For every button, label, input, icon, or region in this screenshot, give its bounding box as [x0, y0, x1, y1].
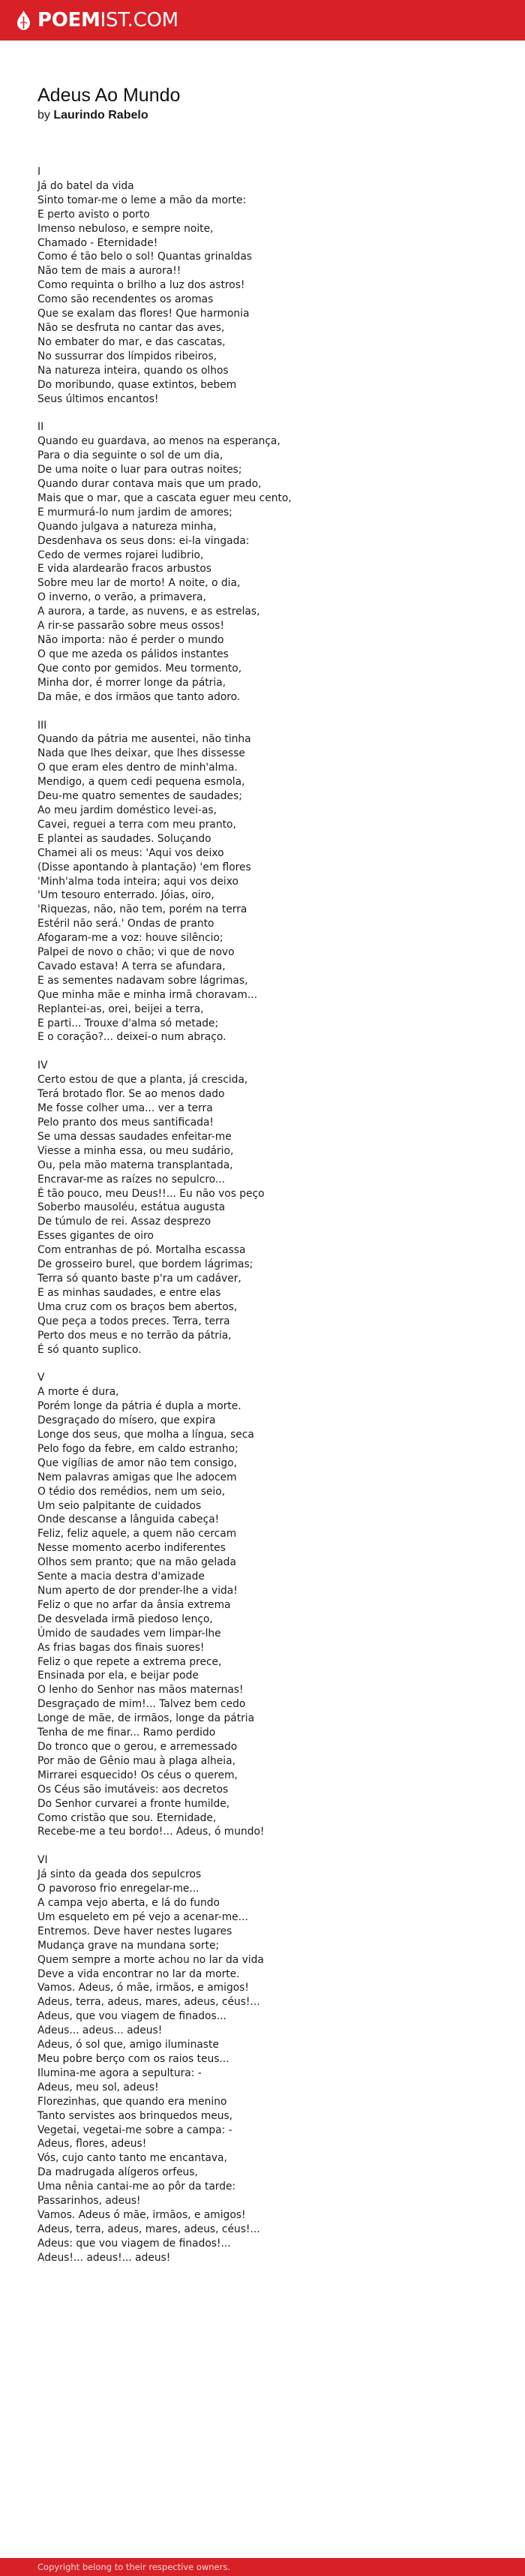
byline: [38, 107, 488, 124]
poem-line: Um esqueleto em pé vejo a acenar-me...: [38, 1910, 248, 1923]
poem-line: Ao meu jardim doméstico levei-as,: [38, 804, 217, 816]
poem-line: É só quanto suplico.: [38, 1343, 142, 1356]
stanza-number: IV: [38, 1060, 48, 1072]
poem-line: Como cristão que sou. Eternidade,: [38, 1811, 217, 1824]
stanza: [38, 719, 502, 1045]
poem-line: Deve a vida encontrar no lar da morte.: [38, 1967, 240, 1980]
poem-line: Uma nênia cantai-me ao pôr da tarde:: [38, 2181, 236, 2193]
poem-line: Mudança grave na mundana sorte;: [38, 1939, 220, 1952]
poem-line: Imenso nebuloso, e sempre noite,: [38, 222, 214, 235]
poem-line: De desvelada irmã piedoso lenço,: [38, 1613, 213, 1625]
poem-line: Porém longe da pátria é dupla a morte.: [38, 1400, 242, 1413]
poem-line: Encravar-me as raízes no sepulcro...: [38, 1173, 226, 1186]
poem-line: Como são recendentes os aromas: [38, 293, 214, 306]
stanza: [38, 1059, 502, 1357]
poem-line: Vós, cujo canto tanto me encantava,: [38, 2152, 227, 2165]
poem-line: Terá brotado flor. Se ao menos dado: [38, 1088, 225, 1101]
poem-body: [38, 165, 502, 2280]
site-name: [38, 11, 178, 30]
poem-line: Terra só quanto baste p'ra um cadáver,: [38, 1272, 242, 1285]
poem-line: Adeus, meu sol, adeus!: [38, 2081, 159, 2094]
poem-line: E parti... Trouxe d'alma só metade;: [38, 1017, 219, 1029]
poem-line: Do moribundo, quase extintos, bebem: [38, 378, 237, 391]
poem-line: Vamos. Adeus, ó mãe, irmãos, e amigos!: [38, 1982, 249, 1994]
poem-line: Adeus, ó sol que, amigo iluminaste: [38, 2039, 219, 2051]
poem-line: Ensinada por ela, e beijar pode: [38, 1670, 199, 1682]
poem-line: Mais que o mar, que a cascata eguer meu cento,: [38, 491, 292, 504]
poem-line: Feliz o que no arfar da ânsia extrema: [38, 1598, 231, 1611]
poem-title: Adeus Ao Mundo: [38, 85, 181, 106]
poem-line: Do Senhor curvarei a fronte humilde,: [38, 1797, 230, 1810]
poem-line: Me fosse colher uma... ver a terra: [38, 1102, 213, 1115]
poem-line: De uma noite o luar para outras noites;: [38, 464, 242, 476]
stanza: [38, 420, 502, 704]
poem-line: Cedo de vermes rojarei ludibrio,: [38, 549, 204, 561]
site-logo[interactable]: [16, 11, 178, 30]
stanza: [38, 165, 502, 406]
stanza-number: II: [38, 421, 44, 434]
poem-line: Estéril não será.' Ondas de pranto: [38, 918, 214, 930]
poem-line: Desgraçado do mísero, que expira: [38, 1414, 216, 1427]
poem-line: Longe de mãe, de irmãos, longe da pátria: [38, 1712, 255, 1725]
poem-line: Para o dia seguinte o sol de um dia,: [38, 449, 224, 462]
poem-line: Sente a macia destra d'amizade: [38, 1571, 205, 1583]
poem-line: Adeus, terra, adeus, mares, adeus, céus!...: [38, 1996, 260, 2009]
poem-line: Vamos. Adeus ó mãe, irmãos, e amigos!: [38, 2208, 246, 2221]
poem-line: Um seio palpitante de cuidados: [38, 1499, 202, 1512]
poem-line: Esses gigantes de oiro: [38, 1230, 154, 1243]
site-header: [0, 0, 525, 41]
poem-line: É tão pouco, meu Deus!!... Eu não vos peço: [38, 1187, 265, 1200]
poem-line: Olhos sem pranto; que na mão gelada: [38, 1556, 236, 1569]
poem-line: Quem sempre a morte achou no lar da vida: [38, 1953, 264, 1966]
poem-line: Certo estou de que a planta, já crescida,: [38, 1074, 248, 1087]
poem-line: Desdenhava os seus dons: ei-la vingada:: [38, 534, 250, 547]
poem-line: E plantei as saudades. Soluçando: [38, 832, 212, 845]
poem-line: Chamado - Eternidade!: [38, 236, 158, 249]
poem-line: Quando julgava a natureza minha,: [38, 520, 217, 533]
poem-line: Quando da pátria me ausentei, não tinha: [38, 733, 251, 746]
poem-line: A morte é dura,: [38, 1386, 119, 1399]
poem-line: Sinto tomar-me o leme a mão da morte:: [38, 194, 247, 206]
poem-line: Não se desfruta no cantar das aves,: [38, 321, 225, 334]
poem-line: E as minhas saudades, e entre elas: [38, 1286, 221, 1299]
poem-line: Nem palavras amigas que lhe adocem: [38, 1471, 237, 1483]
poem-line: Que conto por gemidos. Meu tormento,: [38, 662, 242, 675]
poem-line: Nesse momento acerbo indiferentes: [38, 1542, 226, 1555]
poem-line: Chamei ali os meus: 'Aqui vos deixo: [38, 846, 224, 859]
poem-line: Não tem de mais a aurora!!: [38, 265, 182, 278]
poem-line: Adeus!... adeus!... adeus!: [38, 2251, 171, 2264]
poem-line: O que eram eles dentro de minh'alma.: [38, 762, 238, 774]
poem-line: Uma cruz com os braços bem abertos,: [38, 1300, 238, 1313]
stanza: [38, 1853, 502, 2265]
poem-line: Cavado estava! A terra se afundara,: [38, 960, 226, 972]
poem-line: Se uma dessas saudades enfeitar-me: [38, 1130, 232, 1143]
poem-line: No embater do mar, e das cascatas,: [38, 335, 226, 348]
byline-prefix: by: [38, 109, 50, 122]
poem-line: Sobre meu lar de morto! A noite, o dia,: [38, 577, 241, 590]
poem-line: Já do batel da vida: [38, 179, 134, 192]
poem-line: O pavoroso frio enregelar-me...: [38, 1883, 200, 1895]
poem-line: Como é tão belo o sol! Quantas grinaldas: [38, 251, 252, 263]
poem-line: O lenho do Senhor nas mãos maternas!: [38, 1684, 244, 1697]
poem-line: E vida alardearão fracos arbustos: [38, 563, 212, 576]
stanza-number: I: [38, 166, 41, 178]
poem-line: Feliz, feliz aquele, a quem não cercam: [38, 1528, 237, 1540]
poem-line: Longe dos seus, que molha a língua, seca: [38, 1429, 254, 1441]
poem-line: Vegetai, vegetai-me sobre a campa: -: [38, 2124, 232, 2136]
author-link[interactable]: Laurindo Rabelo: [53, 109, 148, 122]
copyright-text: Copyright belong to their respective owners.: [38, 2562, 231, 2572]
poem-line: Quando eu guardava, ao menos na esperança,: [38, 435, 280, 448]
poem-line: E murmurá-lo num jardim de amores;: [38, 506, 232, 519]
poem-line: Minha dor, é morrer longe da pátria,: [38, 676, 226, 689]
poem-line: Mirrarei esquecido! Os céus o querem,: [38, 1769, 238, 1781]
poem-line: 'Minh'alma toda inteira; aqui vos deixo: [38, 875, 238, 888]
poem-line: Já sinto da geada dos sepulcros: [38, 1868, 202, 1881]
poem-line: Entremos. Deve haver nestes lugares: [38, 1925, 232, 1937]
poem-line: Nada que lhes deixar, que lhes dissesse: [38, 747, 245, 760]
poem-line: Seus últimos encantos!: [38, 392, 159, 405]
poem-line: Onde descanse a lânguida cabeça!: [38, 1513, 220, 1526]
poem-line: Ilumina-me agora a sepultura: -: [38, 2067, 202, 2079]
poem-line: De grosseiro burel, que bordem lágrimas;: [38, 1258, 254, 1271]
poem-line: (Disse apontando à plantação) 'em flores: [38, 861, 251, 873]
poem-line: Adeus, terra, adeus, mares, adeus, céus!...: [38, 2223, 260, 2235]
poem-line: Na natureza inteira, quando os olhos: [38, 364, 229, 377]
poem-line: Pelo fogo da febre, em caldo estranho;: [38, 1442, 238, 1455]
poem-line: Adeus: que vou viagem de finados!...: [38, 2237, 231, 2250]
poem-line: Que peça a todos preces. Terra, terra: [38, 1315, 230, 1327]
poem-line: Mendigo, a quem cedi pequena esmola,: [38, 776, 245, 789]
poem-line: O tédio dos remédios, nem um seio,: [38, 1485, 226, 1498]
poem-line: Num aperto de dor prender-lhe a vida!: [38, 1585, 238, 1597]
poem-line: Ou, pela mão materna transplantada,: [38, 1159, 233, 1171]
poem-line: A campa vejo aberta, e lá do fundo: [38, 1897, 220, 1910]
poem-line: Feliz o que repete a extrema prece,: [38, 1655, 222, 1668]
poem-line: Afogaram-me a voz: houve silêncio;: [38, 932, 224, 945]
stanza: [38, 1371, 502, 1839]
poem-line: Adeus, que vou viagem de finados...: [38, 2010, 226, 2023]
poem-line: Os Céus são imutáveis: aos decretos: [38, 1783, 229, 1796]
poem-line: 'Um tesouro enterrado. Jóias, oiro,: [38, 889, 214, 902]
poem-line: Soberbo mausoléu, estátua augusta: [38, 1201, 226, 1214]
poem-line: Perto dos meus e no terrão da pátria,: [38, 1329, 232, 1342]
quill-logo-icon: [16, 11, 32, 30]
poem-line: Viesse a minha essa, ou meu sudário,: [38, 1144, 234, 1157]
poem-line: Que se exalam das flores! Que harmonia: [38, 308, 250, 320]
poem-line: Meu pobre berço com os raios teus...: [38, 2053, 230, 2065]
poem-line: Quando durar contava mais que um prado,: [38, 478, 262, 491]
poem-line: As frias bagas dos finais suores!: [38, 1641, 205, 1654]
site-footer: [0, 2558, 525, 2576]
stanza-number: VI: [38, 1854, 48, 1867]
poem-line: Que minha mãe e minha irmã choravam...: [38, 988, 257, 1001]
poem-line: Cavei, reguei a terra com meu pranto,: [38, 818, 236, 831]
site-name-bold: POEM: [38, 9, 100, 32]
poem-line: Replantei-as, orei, beijei a terra,: [38, 1002, 204, 1015]
poem-line: Que vigílias de amor não tem consigo,: [38, 1456, 237, 1469]
poem-line: Deu-me quatro sementes de saudades;: [38, 790, 242, 803]
poem-line: E perto avisto o porto: [38, 208, 150, 221]
poem-line: A rir-se passarão sobre meus ossos!: [38, 620, 225, 633]
poem-line: Tanto servistes aos brinquedos meus,: [38, 2109, 233, 2122]
poem-line: No sussurrar dos límpidos ribeiros,: [38, 350, 218, 362]
poem-line: E as sementes nadavam sobre lágrimas,: [38, 974, 248, 987]
poem-line: Da madrugada alígeros orfeus,: [38, 2166, 198, 2179]
poem-line: E o coração?... deixei-o num abraço.: [38, 1031, 226, 1044]
poem-line: Como requinta o brilho a luz dos astros!: [38, 279, 245, 292]
poem-line: A aurora, a tarde, as nuvens, e as estrelas,: [38, 606, 260, 618]
poem-header: [38, 84, 488, 124]
poem-line: Desgraçado de mim!... Talvez bem cedo: [38, 1698, 246, 1711]
poem-line: Pelo pranto dos meus santificada!: [38, 1117, 214, 1129]
poem-line: Passarinhos, adeus!: [38, 2195, 141, 2208]
poem-line: Do tronco que o gerou, e arremessado: [38, 1740, 238, 1753]
poem-line: 'Riquezas, não, não tem, porém na terra: [38, 903, 248, 916]
poem-line: O inverno, o verão, a primavera,: [38, 591, 206, 604]
poem-line: Úmido de saudades vem limpar-lhe: [38, 1627, 221, 1640]
site-name-light: IST.COM: [100, 9, 178, 32]
poem-line: Por mão de Gênio mau à plaga alheia,: [38, 1754, 236, 1767]
poem-line: Tenha de me finar... Ramo perdido: [38, 1727, 216, 1739]
poem-line: Da mãe, e dos irmãos que tanto adoro.: [38, 690, 241, 703]
poem-line: Recebe-me a teu bordo!... Adeus, ó mundo!: [38, 1826, 265, 1838]
poem-line: Não importa: não é perder o mundo: [38, 634, 224, 646]
poem-line: Florezinhas, que quando era menino: [38, 2095, 227, 2108]
poem-line: De túmulo de rei. Assaz desprezo: [38, 1216, 212, 1228]
poem-line: O que me azeda os pálidos instantes: [38, 648, 229, 660]
stanza-number: V: [38, 1372, 45, 1384]
stanza-number: III: [38, 719, 47, 732]
poem-line: Com entranhas de pó. Mortalha escassa: [38, 1244, 246, 1257]
poem-line: Palpei de novo o chão; vi que de novo: [38, 946, 235, 959]
poem-line: Adeus, flores, adeus!: [38, 2138, 147, 2151]
poem-line: Adeus... adeus... adeus!: [38, 2024, 163, 2037]
